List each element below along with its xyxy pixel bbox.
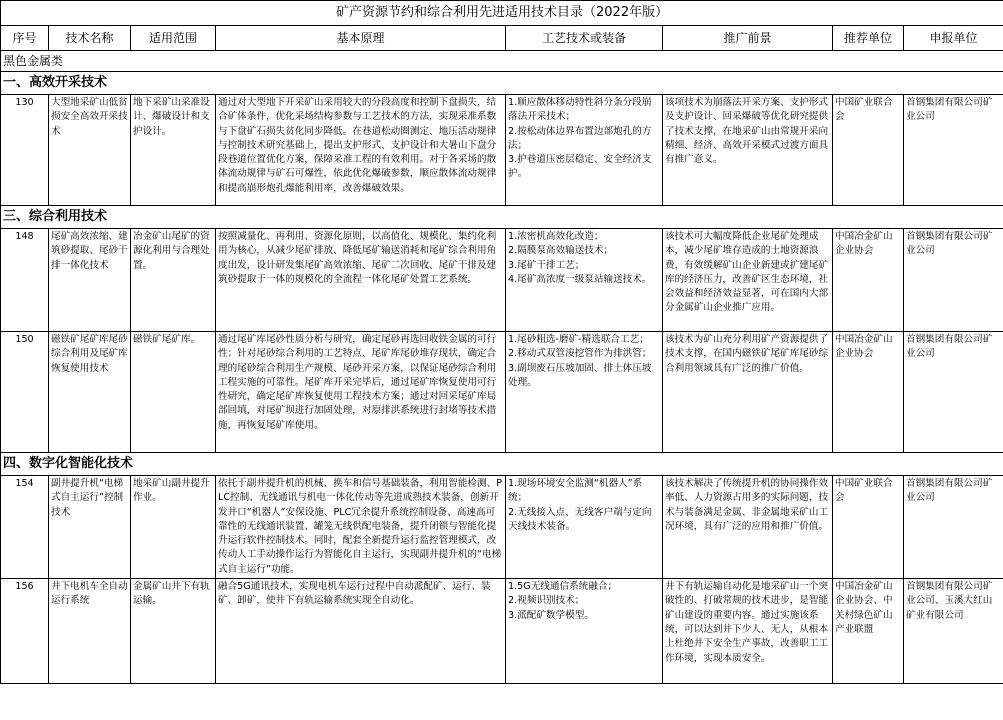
section-heading: 三、综合利用技术 bbox=[1, 206, 1003, 229]
row-applicant: 首钢集团有限公司矿业公司、玉溪大红山矿业有限公司 bbox=[904, 579, 1003, 684]
row-applicant: 首钢集团有限公司矿业公司 bbox=[904, 95, 1003, 206]
row-name: 尾矿高效浓缩、建筑砂提取、尾砂干排一体化技术 bbox=[49, 229, 131, 332]
row-process bbox=[506, 476, 663, 579]
process-item: 3.尾矿干排工艺； bbox=[508, 259, 585, 271]
row-principle: 通过尾矿库尾砂性质分析与研究，确定尾砂再选回收铁金属的可行性；针对尾砂综合利用的工艺特点、尾矿库尾砂堆存现状，确定合理的尾砂综合利用生产规模、尾砂开采方案，以保证尾砂综合利用工程实施的可靠性。尾矿库开采完毕后，通过尾矿库恢复使用可行性研究，确定尾矿库恢复使用工程技术方案；通过对回采尾矿库局部回填，对尾矿坝进行加固处理，对原排洪系统进行封堵等技术措施，再恢复尾矿库使用。 bbox=[216, 332, 506, 453]
row-recommender: 中国冶金矿山企业协会、中关村绿色矿山产业联盟 bbox=[833, 579, 904, 684]
row-seq: 150 bbox=[1, 332, 49, 453]
process-item: 4.尾矿高浓度一级泵站输送技术。 bbox=[508, 273, 652, 285]
row-process bbox=[506, 332, 663, 453]
row-principle: 融合5G通讯技术，实现电机车运行过程中自动派配矿、运行、装矿、卸矿，使井下有轨运输系统实现全自动化。 bbox=[216, 579, 506, 684]
row-scope: 冶金矿山尾矿的资源化利用与合理处置。 bbox=[131, 229, 216, 332]
section-row bbox=[1, 453, 1003, 476]
row-seq: 154 bbox=[1, 476, 49, 579]
table-row bbox=[1, 476, 1003, 579]
row-scope: 地采矿山副井提升作业。 bbox=[131, 476, 216, 579]
header-prospect: 推广前景 bbox=[663, 26, 833, 51]
row-prospect: 井下有轨运输自动化是地采矿山一个突破性的、打破常规的技术进步，是智能矿山建设的重要内容。通过实施该系统，可以达到井下少人、无人，从根本上杜绝井下安全生产事故，改善职工工作环境，实现本质安全。 bbox=[663, 579, 833, 684]
row-recommender: 中国矿业联合会 bbox=[833, 476, 904, 579]
row-prospect: 该技术解决了传统提升机的协同操作效率低、人力资源占用多的实际问题，技术与装备满足金属、非金属地采矿山工况环境，具有广泛的应用和推广价值。 bbox=[663, 476, 833, 579]
process-item: 1.5G无线通信系统融合； bbox=[508, 581, 618, 593]
row-recommender: 中国冶金矿山企业协会 bbox=[833, 332, 904, 453]
header-recommender: 推荐单位 bbox=[833, 26, 904, 51]
document-title: 矿产资源节约和综合利用先进适用技术目录（2022年版） bbox=[1, 1, 1003, 26]
row-prospect: 该技术为矿山充分利用矿产资源提供了技术支撑，在国内磁铁矿尾矿库尾砂综合利用领域具有广泛的推广价值。 bbox=[663, 332, 833, 453]
row-process bbox=[506, 95, 663, 206]
row-name: 副井提升机“电梯式自主运行”控制技术 bbox=[49, 476, 131, 579]
process-item: 2.按松动体边界布置边部炮孔的方法； bbox=[508, 125, 652, 151]
section-row bbox=[1, 72, 1003, 95]
row-applicant: 首钢集团有限公司矿业公司 bbox=[904, 476, 1003, 579]
row-applicant: 首钢集团有限公司矿业公司 bbox=[904, 332, 1003, 453]
table-row bbox=[1, 95, 1003, 206]
row-applicant: 首钢集团有限公司矿业公司 bbox=[904, 229, 1003, 332]
row-seq: 156 bbox=[1, 579, 49, 684]
process-item: 2.隔膜泵高效输送技术； bbox=[508, 245, 614, 257]
row-scope: 磁铁矿尾矿库。 bbox=[131, 332, 216, 453]
category-row bbox=[1, 51, 1003, 72]
row-name: 大型地采矿山低贫损安全高效开采技术 bbox=[49, 95, 131, 206]
row-seq: 148 bbox=[1, 229, 49, 332]
table-row bbox=[1, 579, 1003, 684]
header-principle: 基本原理 bbox=[216, 26, 506, 51]
process-item: 3.副坝废石压坡加固、排土体压坡处理。 bbox=[508, 362, 652, 388]
row-process bbox=[506, 229, 663, 332]
row-principle: 通过对大型地下开采矿山采用较大的分段高度和控制下盘损失，结合矿体条件，优化采场结构参数与工艺技术的方法，实现采准系数与下盘矿石损失贫化同步降低。在巷道松动圈测定、地压活动规律与控制技术研究基础上，提出支护形式、支护设计和大暑山下盘分段巷道位置优化方案，保障采准工程的有效利用。对于各采场的散体流动规律与矿石可爆性，依此优化爆破参数，顺应散体流动规律和提高崩形炮孔爆能利用率，改善爆破效果。 bbox=[216, 95, 506, 206]
row-name: 磁铁矿尾矿库尾砂综合利用及尾矿库恢复使用技术 bbox=[49, 332, 131, 453]
row-scope: 地下采矿山采准设计、爆破设计和支护设计。 bbox=[131, 95, 216, 206]
process-item: 1.尾砂粗选-磨矿-精选联合工艺； bbox=[508, 334, 649, 345]
row-process bbox=[506, 579, 663, 684]
row-principle: 依托于副井提升机的机械、换车和信号基础装备，利用智能检测、PLC控制、无线通讯与机电一体化传动等先进成熟技术装备，创新开发井口“机器人”安保设施、PLC冗余提升系统控制设备、高速高可靠性的无线通讯装置、罐笼无线供配电装备，提升闭锁与智能化提升运行软件控制技术。同时，配套全新提升运行监控管理模式，改传动人工手动操作运行为智能化自主运行，实现副井提升机的“电梯式自主运行”功能。 bbox=[216, 476, 506, 579]
header-applicant: 申报单位 bbox=[904, 26, 1003, 51]
header-row bbox=[1, 26, 1003, 51]
process-item: 3.护巷道压密层稳定、安全经济支护。 bbox=[508, 154, 652, 180]
table-row bbox=[1, 229, 1003, 332]
category-label: 黑色金属类 bbox=[1, 51, 1003, 72]
header-name: 技术名称 bbox=[49, 26, 131, 51]
row-prospect: 该项技术为崩落法开采方案、支护形式及支护设计、回采爆破等优化研究提供了技术支撑，在地采矿山由常规开采向精细、经济、高效开采模式过渡方面具有推广意义。 bbox=[663, 95, 833, 206]
row-principle: 按照减量化、再利用、资源化原则，以高值化、规模化、集约化利用为核心，从减少尾矿排放、降低尾矿输送消耗和尾矿综合利用角度出发，设计研发集尾矿高效浓缩、尾矿二次回收、尾矿干排及建筑砂提取于一体的规模化的全流程一体化尾矿处置工艺系统。 bbox=[216, 229, 506, 332]
process-item: 1.顺应散体移动特性斜分条分段崩落法开采技术； bbox=[508, 97, 652, 123]
row-recommender: 中国矿业联合会 bbox=[833, 95, 904, 206]
row-scope: 金属矿山井下有轨运输。 bbox=[131, 579, 216, 684]
title-row bbox=[1, 1, 1003, 26]
process-item: 3.派配矿数学模型。 bbox=[508, 609, 594, 621]
process-item: 2.移动式双管浚挖管作为排洪管； bbox=[508, 348, 652, 360]
row-name: 井下电机车全自动运行系统 bbox=[49, 579, 131, 684]
section-heading: 四、数字化智能化技术 bbox=[1, 453, 1003, 476]
table-row bbox=[1, 332, 1003, 453]
header-process: 工艺技术或装备 bbox=[506, 26, 663, 51]
process-item: 2.无线接入点、无线客户端与定向天线技术装备。 bbox=[508, 506, 652, 532]
process-item: 1.现场环境安全监测“机器人”系统； bbox=[508, 478, 643, 504]
row-recommender: 中国冶金矿山企业协会 bbox=[833, 229, 904, 332]
section-row bbox=[1, 206, 1003, 229]
process-item: 2.视频识别技术； bbox=[508, 595, 585, 607]
row-prospect: 该技术可大幅度降低企业尾矿处理成本，减少尾矿堆存造成的土地资源浪费，有效缓解矿山企业新建或扩建尾矿库的经济压力，改善矿区生态环境，社会效益和经济效益显著，可在国内大部分金属矿山企业推广应用。 bbox=[663, 229, 833, 332]
section-heading: 一、高效开采技术 bbox=[1, 72, 1003, 95]
process-item: 1.浓密机高效化改造； bbox=[508, 231, 604, 242]
header-scope: 适用范围 bbox=[131, 26, 216, 51]
header-seq: 序号 bbox=[1, 26, 49, 51]
row-seq: 130 bbox=[1, 95, 49, 206]
